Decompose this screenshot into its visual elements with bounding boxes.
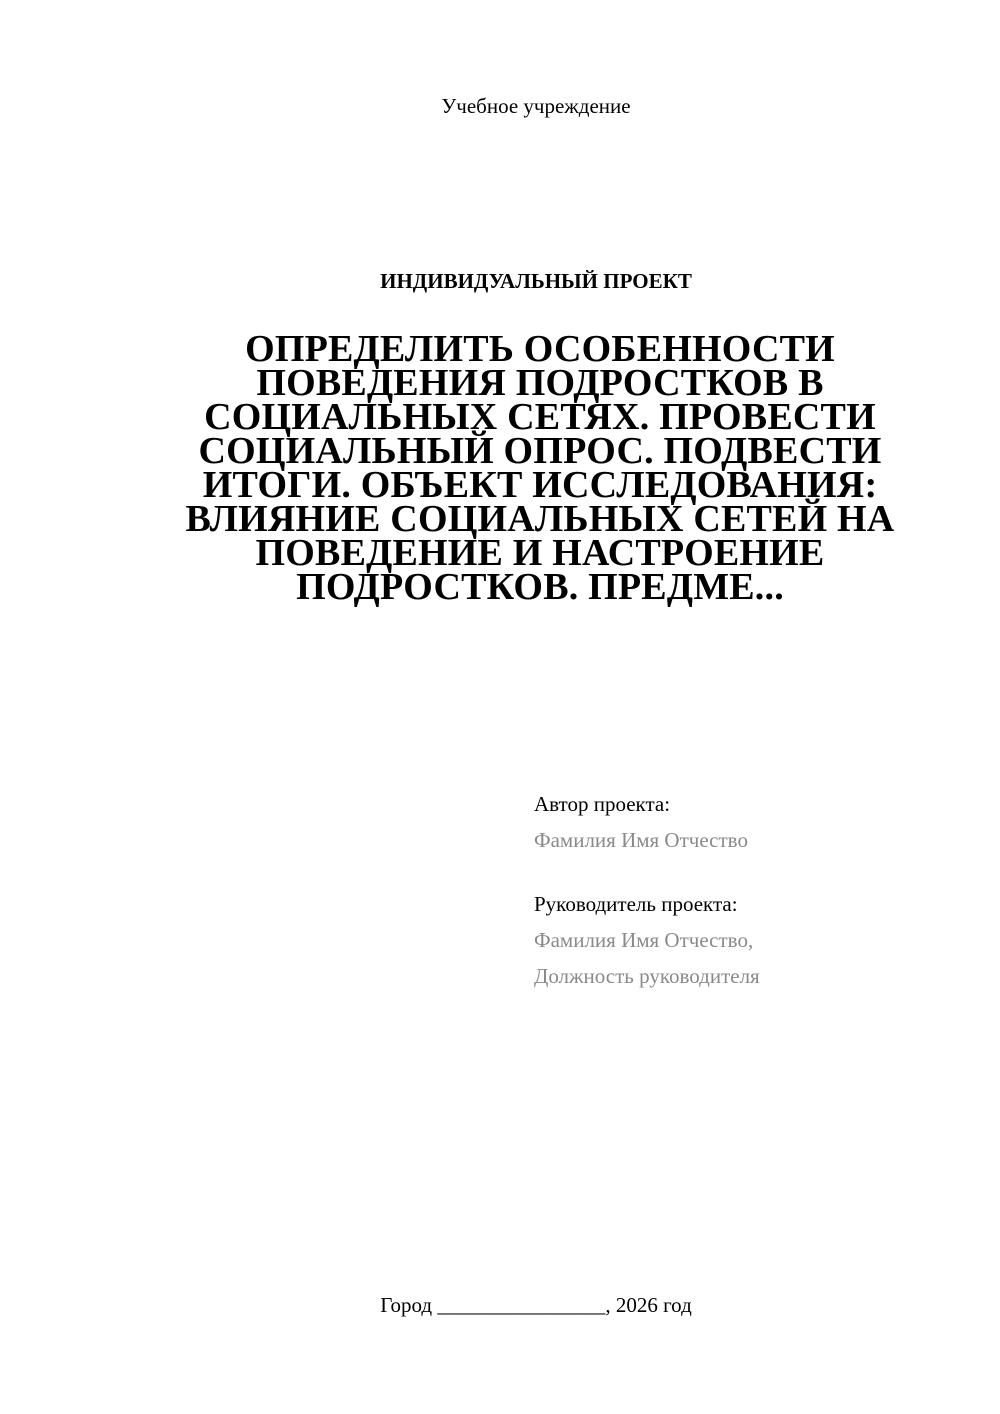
city-year-line: Город ________________, 2026 год (380, 1293, 692, 1317)
institution-name: Учебное учреждение (441, 94, 631, 118)
spacer (534, 854, 954, 890)
supervisor-name: Фамилия Имя Отчество, (534, 928, 754, 952)
supervisor-position: Должность руководителя (534, 964, 760, 988)
supervisor-label: Руководитель проекта: (534, 892, 738, 916)
author-name: Фамилия Имя Отчество (534, 828, 748, 852)
project-info (534, 790, 954, 990)
project-title: ОПРЕДЕЛИТЬ ОСОБЕННОСТИ ПОВЕДЕНИЯ ПОДРОСТКОВ В СОЦИАЛЬНЫХ СЕТЯХ. ПРОВЕСТИ СОЦИАЛЬНЫЙ ОПРОС. ПОДВЕСТИ ИТОГИ. ОБЪЕКТ ИССЛЕДОВАНИЯ: ВЛИЯНИЕ СОЦИАЛЬНЫХ СЕТЕЙ НА ПОВЕДЕНИЕ И НАСТРОЕНИЕ ПОДРОСТКОВ. ПРЕДМЕ... (185, 328, 895, 608)
document-type: ИНДИВИДУАЛЬНЫЙ ПРОЕКТ (380, 269, 692, 293)
author-label: Автор проекта: (534, 792, 671, 816)
